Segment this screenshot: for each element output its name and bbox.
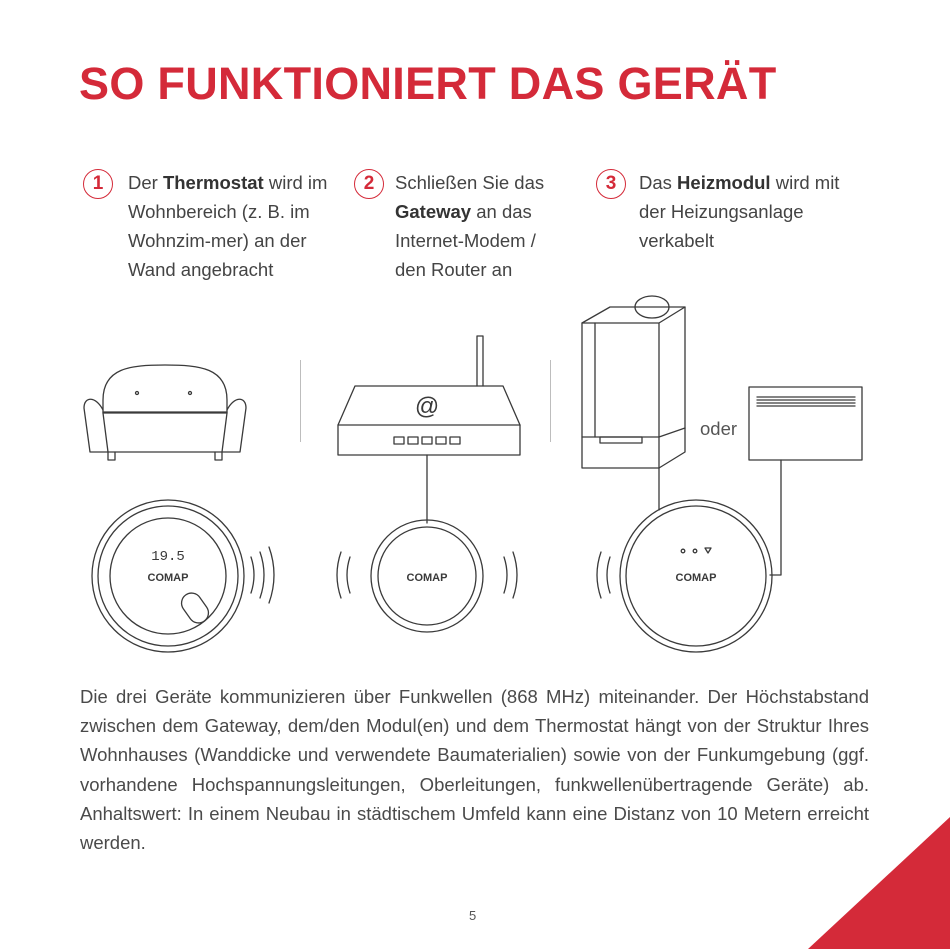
step-description: Der Thermostat wird im Wohnbereich (z. B. im Wohnzim-mer) an der Wand angebracht <box>128 172 328 280</box>
page-title: SO FUNKTIONIERT DAS GERÄT <box>79 58 777 109</box>
thermostat-brand-logo: COMAP <box>147 572 189 584</box>
step-description: Schließen Sie das Gateway an das Internet-Modem / den Router an <box>395 172 545 280</box>
corner-accent-triangle <box>808 817 950 949</box>
sofa-icon <box>84 365 246 460</box>
step-number-badge: 2 <box>354 169 384 199</box>
step-number-badge: 3 <box>596 169 626 199</box>
step-keyword: Gateway <box>395 201 472 222</box>
step-description: Das Heizmodul wird mit der Heizungsanlage verkabelt <box>639 172 840 251</box>
body-paragraph: Die drei Geräte kommunizieren über Funkwellen (868 MHz) miteinander. Der Höchstabstand zwischen dem Gateway, dem/den Modul(en) und dem Thermostat hängt von der Struktur Ihres Wohnhauses (Wanddicke und verwendete Baumaterialien) sowie von der Funkumgebung (ggf. vorhandene Hochspannungsleitungen, Oberleitungen, funkwellenübertragende Geräte) ab. Anhaltswert: In einem Neubau in städtischem Umfeld kann eine Distanz von 10 Metern erreicht werden. <box>80 686 869 854</box>
gateway-brand-logo: COMAP <box>406 572 448 584</box>
router-icon <box>338 336 520 523</box>
or-label: oder <box>700 418 738 439</box>
router-at-symbol: @ <box>414 393 440 420</box>
thermostat-temperature-readout: 19.5 <box>151 549 185 565</box>
step-number-badge: 1 <box>83 169 113 199</box>
step-keyword: Heizmodul <box>677 172 771 193</box>
step-keyword: Thermostat <box>162 172 264 193</box>
module-brand-logo: COMAP <box>675 572 717 584</box>
boiler-icon <box>582 296 685 510</box>
page-number: 5 <box>469 908 477 923</box>
